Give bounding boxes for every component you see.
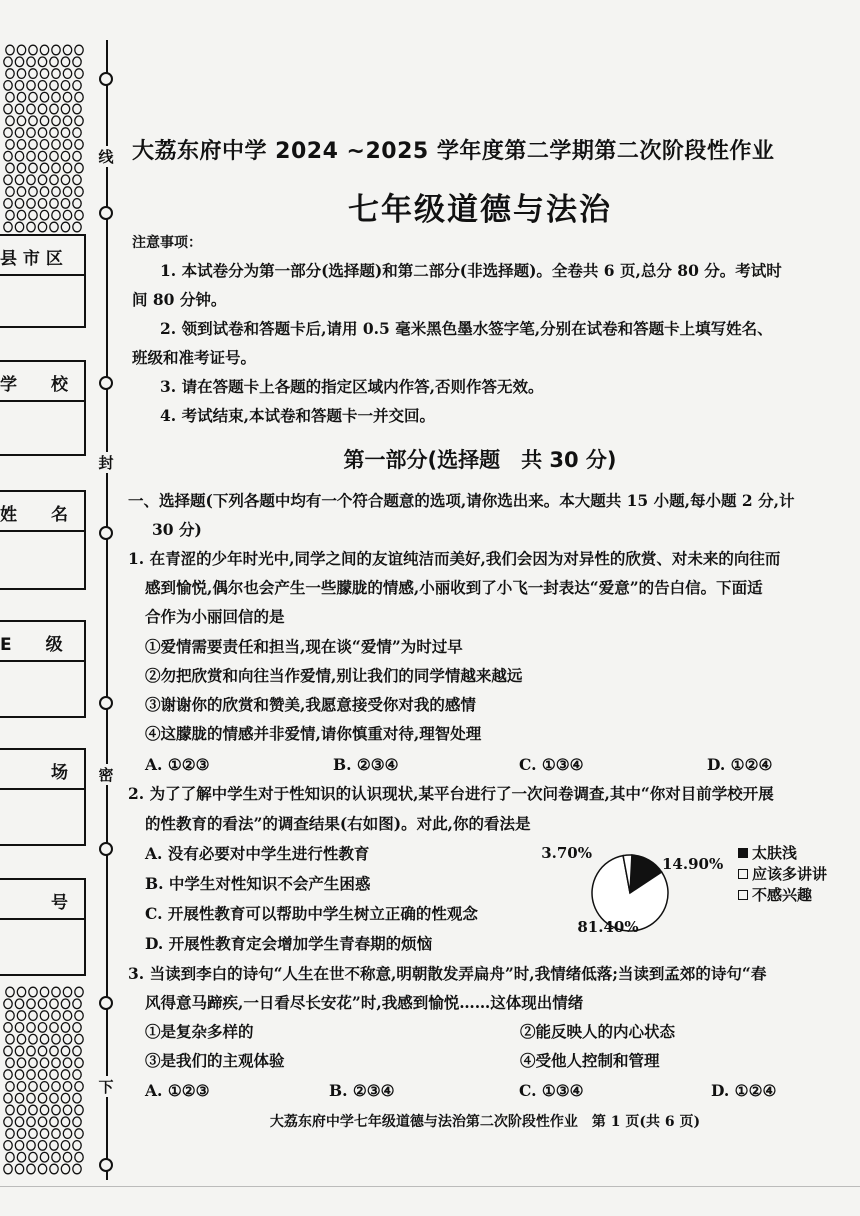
section-instruction: 30 分) bbox=[152, 520, 202, 539]
dot-mark bbox=[40, 1152, 48, 1162]
notes-item: 间 80 分钟。 bbox=[132, 290, 227, 309]
dot-mark bbox=[50, 128, 58, 138]
dot-mark bbox=[63, 140, 71, 150]
q1-stem: 1. 在青涩的少年时光中,同学之间的友谊纯洁而美好,我们会因为对异性的欣赏、对未来的向往而 bbox=[128, 549, 781, 568]
dot-mark bbox=[15, 57, 23, 67]
dot-mark bbox=[15, 104, 23, 114]
dot-mark bbox=[50, 151, 58, 161]
q3-option-c[interactable]: C. ①③④ bbox=[519, 1081, 584, 1100]
legend-label: 应该多讲讲 bbox=[752, 865, 828, 883]
dot-mark bbox=[29, 140, 37, 150]
dot-mark bbox=[63, 116, 71, 126]
legend-item bbox=[738, 842, 827, 863]
dot-mark bbox=[15, 1164, 23, 1174]
dot-mark bbox=[73, 57, 81, 67]
pie-data-label: 14.90% bbox=[662, 855, 724, 873]
dot-mark bbox=[61, 57, 69, 67]
dot-mark bbox=[38, 1070, 46, 1080]
dot-mark bbox=[52, 69, 60, 79]
dot-mark bbox=[15, 1046, 23, 1056]
dot-mark bbox=[15, 1070, 23, 1080]
dot-mark bbox=[40, 92, 48, 102]
legend-swatch bbox=[738, 890, 748, 900]
legend-item bbox=[738, 863, 827, 884]
dot-mark bbox=[29, 1082, 37, 1092]
dot-mark bbox=[63, 1011, 71, 1021]
dot-mark bbox=[40, 1082, 48, 1092]
q3-item: ①是复杂多样的 bbox=[145, 1022, 254, 1041]
dot-mark bbox=[52, 1011, 60, 1021]
q1-item: ④这朦胧的情感并非爱情,请你慎重对待,理智处理 bbox=[145, 724, 482, 743]
dot-mark bbox=[52, 987, 60, 997]
dot-mark bbox=[40, 140, 48, 150]
notes-item: 1. 本试卷分为第一部分(选择题)和第二部分(非选择题)。全卷共 6 页,总分 80 分。考试时 bbox=[160, 261, 782, 280]
dot-mark bbox=[38, 999, 46, 1009]
q3-stem: 风得意马蹄疾,一日看尽长安花”时,我感到愉悦……这体现出情绪 bbox=[145, 993, 584, 1012]
dot-mark bbox=[75, 1011, 83, 1021]
q3-item: ②能反映人的内心状态 bbox=[520, 1022, 676, 1041]
pie-data-label: 81.40% bbox=[577, 918, 639, 936]
dot-mark bbox=[27, 1093, 35, 1103]
dot-mark bbox=[61, 104, 69, 114]
dot-mark bbox=[17, 1082, 25, 1092]
dot-mark bbox=[40, 1058, 48, 1068]
dot-mark bbox=[6, 1058, 14, 1068]
pie-legend bbox=[738, 842, 827, 905]
dot-mark bbox=[61, 1070, 69, 1080]
dot-mark bbox=[38, 128, 46, 138]
dot-mark bbox=[15, 999, 23, 1009]
field-class[interactable] bbox=[0, 620, 86, 718]
field-number[interactable] bbox=[0, 878, 86, 976]
field-school[interactable] bbox=[0, 360, 86, 456]
notes-item: 班级和准考证号。 bbox=[132, 348, 257, 367]
q1-item: ①爱情需要责任和担当,现在谈“爱情”为时过早 bbox=[145, 637, 463, 656]
q1-option-c[interactable]: C. ①③④ bbox=[519, 755, 584, 774]
dot-mark bbox=[73, 999, 81, 1009]
q2-option-a[interactable]: A. 没有必要对中学生进行性教育 bbox=[145, 844, 370, 863]
dot-mark bbox=[63, 1082, 71, 1092]
dot-mark bbox=[73, 1093, 81, 1103]
dot-mark bbox=[17, 1011, 25, 1021]
dot-mark bbox=[75, 163, 83, 173]
dot-mark bbox=[17, 163, 25, 173]
legend-label: 不感兴趣 bbox=[752, 886, 813, 904]
dot-mark bbox=[38, 57, 46, 67]
dot-mark bbox=[63, 45, 71, 55]
subject-title: 七年级道德与法治 bbox=[348, 192, 612, 228]
q1-stem: 感到愉悦,偶尔也会产生一些朦胧的情感,小丽收到了小飞一封表达“爱意”的告白信。下面适 bbox=[145, 578, 763, 597]
dot-mark bbox=[73, 1023, 81, 1033]
exam-title: 大荔东府中学 2024 ~2025 学年度第二学期第二次阶段性作业 bbox=[132, 139, 775, 164]
q2-stem: 的性教育的看法”的调查结果(右如图)。对此,你的看法是 bbox=[145, 814, 531, 833]
dot-mark bbox=[6, 116, 14, 126]
dot-mark bbox=[27, 57, 35, 67]
dot-mark bbox=[63, 69, 71, 79]
dot-mark bbox=[75, 116, 83, 126]
dot-mark bbox=[6, 1152, 14, 1162]
cut-char-seal: 封 bbox=[96, 452, 116, 473]
dot-mark bbox=[63, 1034, 71, 1044]
dot-mark bbox=[52, 1058, 60, 1068]
field-name[interactable] bbox=[0, 490, 86, 590]
pie-data-label: 3.70% bbox=[541, 844, 592, 862]
dot-mark bbox=[6, 45, 14, 55]
dot-mark bbox=[6, 1034, 14, 1044]
q1-item: ③谢谢你的欣赏和赞美,我愿意接受你对我的感情 bbox=[145, 695, 476, 714]
dot-mark bbox=[75, 69, 83, 79]
dot-mark bbox=[75, 1152, 83, 1162]
dot-mark bbox=[61, 1046, 69, 1056]
dot-mark bbox=[73, 128, 81, 138]
dot-mark bbox=[50, 1070, 58, 1080]
q1-stem: 合作为小丽回信的是 bbox=[145, 607, 285, 626]
field-number-label: 号 bbox=[51, 893, 68, 913]
dot-mark bbox=[4, 1164, 12, 1174]
dot-mark bbox=[29, 92, 37, 102]
dot-mark bbox=[17, 1034, 25, 1044]
dot-mark bbox=[27, 1141, 35, 1151]
field-county-label: 县 市 区 bbox=[0, 249, 63, 269]
dot-mark bbox=[63, 163, 71, 173]
dot-mark bbox=[27, 1046, 35, 1056]
dot-mark bbox=[73, 151, 81, 161]
notes-item: 2. 领到试卷和答题卡后,请用 0.5 毫米黑色墨水签字笔,分别在试卷和答题卡上填写姓名、 bbox=[160, 319, 773, 338]
dot-mark bbox=[4, 57, 12, 67]
dot-mark bbox=[61, 81, 69, 91]
q2-stem: 2. 为了了解中学生对于性知识的认识现状,某平台进行了一次问卷调查,其中“你对目前学校开展 bbox=[128, 784, 774, 803]
dot-mark bbox=[4, 1070, 12, 1080]
dot-mark bbox=[75, 1034, 83, 1044]
dot-mark bbox=[29, 163, 37, 173]
notes-item: 3. 请在答题卡上各题的指定区域内作答,否则作答无效。 bbox=[160, 377, 544, 396]
dot-mark bbox=[52, 1082, 60, 1092]
dot-mark bbox=[73, 81, 81, 91]
notes-item: 4. 考试结束,本试卷和答题卡一并交回。 bbox=[160, 406, 435, 425]
dot-mark bbox=[29, 116, 37, 126]
dot-mark bbox=[17, 69, 25, 79]
field-room[interactable] bbox=[0, 748, 86, 846]
dot-mark bbox=[29, 69, 37, 79]
q3-option-b[interactable]: B. ②③④ bbox=[329, 1081, 395, 1100]
dot-mark bbox=[29, 1058, 37, 1068]
dot-mark bbox=[40, 1034, 48, 1044]
dot-mark bbox=[38, 1093, 46, 1103]
dot-mark bbox=[6, 987, 14, 997]
dot-mark bbox=[50, 1023, 58, 1033]
legend-label: 太肤浅 bbox=[752, 844, 798, 862]
dot-mark bbox=[75, 92, 83, 102]
dot-mark bbox=[27, 1023, 35, 1033]
dot-mark bbox=[40, 163, 48, 173]
cut-circle bbox=[99, 1158, 113, 1172]
dot-mark bbox=[52, 140, 60, 150]
field-room-label: 场 bbox=[51, 763, 68, 783]
dot-mark bbox=[15, 128, 23, 138]
dot-mark bbox=[75, 140, 83, 150]
dot-mark bbox=[52, 1034, 60, 1044]
dot-mark bbox=[27, 999, 35, 1009]
q3-stem: 3. 当读到李白的诗句“人生在世不称意,明朝散发弄扁舟”时,我情绪低落;当读到孟郊的诗句“春 bbox=[128, 964, 767, 983]
dot-mark bbox=[73, 1164, 81, 1174]
dot-mark bbox=[40, 1011, 48, 1021]
q2-option-c[interactable]: C. 开展性教育可以帮助中学生树立正确的性观念 bbox=[145, 904, 478, 923]
dot-mark bbox=[4, 1141, 12, 1151]
dot-mark bbox=[63, 987, 71, 997]
dot-mark bbox=[61, 1141, 69, 1151]
dot-mark bbox=[50, 104, 58, 114]
dot-mark bbox=[29, 1034, 37, 1044]
dot-mark bbox=[61, 128, 69, 138]
dot-mark bbox=[61, 1093, 69, 1103]
section-title: 第一部分(选择题 共 30 分) bbox=[343, 448, 617, 472]
dot-mark bbox=[17, 1152, 25, 1162]
dot-mark bbox=[73, 1070, 81, 1080]
dot-mark bbox=[29, 1011, 37, 1021]
dot-mark bbox=[27, 151, 35, 161]
dot-mark bbox=[29, 45, 37, 55]
dot-mark bbox=[4, 81, 12, 91]
dot-mark bbox=[4, 104, 12, 114]
dot-mark bbox=[27, 104, 35, 114]
q3-item: ④受他人控制和管理 bbox=[520, 1051, 660, 1070]
dot-mark bbox=[15, 1023, 23, 1033]
dot-mark bbox=[61, 999, 69, 1009]
bottom-dot-pattern bbox=[0, 986, 92, 1172]
dot-mark bbox=[38, 151, 46, 161]
dot-mark bbox=[38, 1164, 46, 1174]
dot-mark bbox=[6, 1082, 14, 1092]
cut-circle bbox=[99, 996, 113, 1010]
dot-mark bbox=[17, 140, 25, 150]
q2-option-b[interactable]: B. 中学生对性知识不会产生困惑 bbox=[145, 874, 371, 893]
dot-mark bbox=[15, 81, 23, 91]
dot-mark bbox=[73, 1141, 81, 1151]
dot-mark bbox=[6, 92, 14, 102]
q1-option-a[interactable]: A. ①②③ bbox=[145, 755, 210, 774]
cut-circle bbox=[99, 696, 113, 710]
dot-mark bbox=[75, 1082, 83, 1092]
legend-swatch bbox=[738, 869, 748, 879]
dot-mark bbox=[73, 1046, 81, 1056]
cut-char-below: 下 bbox=[96, 1076, 116, 1097]
dot-mark bbox=[75, 1058, 83, 1068]
dot-mark bbox=[52, 116, 60, 126]
dot-mark bbox=[27, 1164, 35, 1174]
dot-mark bbox=[50, 1046, 58, 1056]
dot-mark bbox=[50, 81, 58, 91]
field-school-label: 学 校 bbox=[0, 375, 68, 395]
dot-mark bbox=[4, 151, 12, 161]
dot-mark bbox=[61, 1023, 69, 1033]
dot-mark bbox=[50, 999, 58, 1009]
dot-mark bbox=[75, 45, 83, 55]
dot-mark bbox=[17, 45, 25, 55]
dot-mark bbox=[17, 987, 25, 997]
q3-option-a[interactable]: A. ①②③ bbox=[145, 1081, 210, 1100]
dot-mark bbox=[38, 104, 46, 114]
q1-item: ②勿把欣赏和向往当作爱情,别让我们的同学情越来越远 bbox=[145, 666, 523, 685]
bottom-divider bbox=[0, 1186, 860, 1187]
q1-option-b[interactable]: B. ②③④ bbox=[333, 755, 399, 774]
legend-item bbox=[738, 884, 827, 905]
q1-option-d[interactable]: D. ①②④ bbox=[707, 755, 773, 774]
dot-mark bbox=[27, 128, 35, 138]
dot-mark bbox=[38, 1023, 46, 1033]
notes-heading: 注意事项： bbox=[132, 235, 202, 251]
dot-mark bbox=[17, 1058, 25, 1068]
cut-char-secret: 密 bbox=[96, 764, 116, 785]
dot-mark bbox=[29, 987, 37, 997]
dot-mark bbox=[52, 92, 60, 102]
field-name-label: 姓 名 bbox=[0, 505, 68, 525]
cut-circle bbox=[99, 376, 113, 390]
section-instruction: 一、选择题(下列各题中均有一个符合题意的选项,请你选出来。本大题共 15 小题,每小题 2 分,计 bbox=[128, 491, 795, 510]
dot-mark bbox=[61, 151, 69, 161]
q2-option-d[interactable]: D. 开展性教育定会增加学生青春期的烦恼 bbox=[145, 934, 433, 953]
dot-mark bbox=[40, 116, 48, 126]
legend-swatch bbox=[738, 848, 748, 858]
dot-mark bbox=[38, 1141, 46, 1151]
q3-item: ③是我们的主观体验 bbox=[145, 1051, 285, 1070]
dot-mark bbox=[15, 151, 23, 161]
dot-mark bbox=[40, 45, 48, 55]
field-class-label: E 级 bbox=[0, 635, 63, 655]
dot-mark bbox=[4, 1093, 12, 1103]
dot-mark bbox=[38, 1046, 46, 1056]
dot-mark bbox=[52, 45, 60, 55]
dot-mark bbox=[6, 163, 14, 173]
dot-mark bbox=[50, 57, 58, 67]
dot-mark bbox=[4, 1023, 12, 1033]
dot-mark bbox=[27, 1070, 35, 1080]
dot-mark bbox=[61, 1164, 69, 1174]
dot-mark bbox=[6, 69, 14, 79]
dot-mark bbox=[17, 92, 25, 102]
cut-circle bbox=[99, 72, 113, 86]
dot-mark bbox=[4, 1046, 12, 1056]
dot-mark bbox=[29, 1152, 37, 1162]
dot-mark bbox=[6, 140, 14, 150]
cut-circle bbox=[99, 526, 113, 540]
dot-mark bbox=[50, 1093, 58, 1103]
dot-mark bbox=[52, 1152, 60, 1162]
dot-mark bbox=[50, 1141, 58, 1151]
dot-mark bbox=[6, 1011, 14, 1021]
cut-char-line: 线 bbox=[96, 146, 116, 167]
dot-mark bbox=[63, 1152, 71, 1162]
cut-circle bbox=[99, 842, 113, 856]
dot-mark bbox=[63, 92, 71, 102]
page-footer: 大荔东府中学七年级道德与法治第二次阶段性作业 第 1 页(共 6 页) bbox=[269, 1114, 701, 1130]
dot-mark bbox=[4, 999, 12, 1009]
dot-mark bbox=[50, 1164, 58, 1174]
q3-option-d[interactable]: D. ①②④ bbox=[711, 1081, 777, 1100]
dot-mark bbox=[27, 81, 35, 91]
dot-mark bbox=[52, 163, 60, 173]
dot-mark bbox=[15, 1141, 23, 1151]
dot-mark bbox=[40, 69, 48, 79]
field-county[interactable] bbox=[0, 234, 86, 328]
dot-mark bbox=[73, 104, 81, 114]
dot-mark bbox=[75, 987, 83, 997]
dot-mark bbox=[4, 128, 12, 138]
dot-mark bbox=[17, 116, 25, 126]
dot-mark bbox=[15, 1093, 23, 1103]
dot-mark bbox=[38, 81, 46, 91]
dot-mark bbox=[63, 1058, 71, 1068]
dot-mark bbox=[40, 987, 48, 997]
